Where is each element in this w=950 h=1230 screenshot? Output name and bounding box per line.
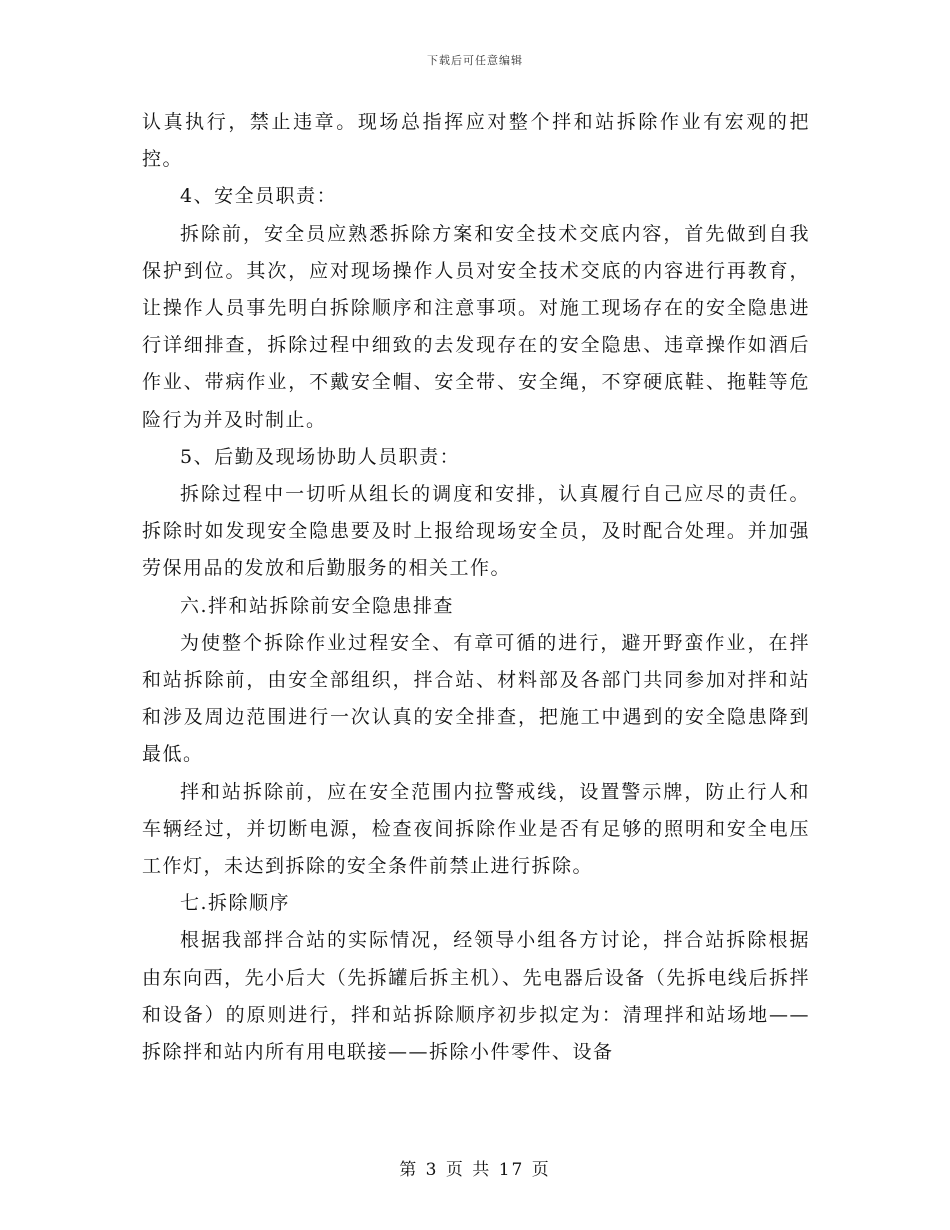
section-heading: 六.拌和站拆除前安全隐患排查 (180, 594, 455, 617)
page-header: 下载后可任意编辑 (427, 54, 523, 67)
paragraph: 拌和站拆除前，应在安全范围内拉警戒线，设置警示牌，防止行人和车辆经过，并切断电源，检查夜间拆除作业是否有足够的照明和安全电压工作灯，未达到拆除的安全条件前禁止进行拆除。 (142, 780, 810, 878)
page-number: 第 3 页 共 17 页 (399, 1160, 551, 1180)
section-heading: 4、安全员职责： (180, 185, 338, 208)
section-heading: 5、后勤及现场协助人员职责： (180, 445, 461, 468)
paragraph: 根据我部拌合站的实际情况，经领导小组各方讨论，拌合站拆除根据由东向西，先小后大（先拆罐后拆主机）、先电器后设备（先拆电线后拆拌和设备）的原则进行，拌和站拆除顺序初步拟定为：清理拌和站场地——拆除拌和站内所有用电联接——拆除小件零件、设备 (142, 929, 810, 1064)
paragraph: 拆除前，安全员应熟悉拆除方案和安全技术交底内容，首先做到自我保护到位。其次，应对现场操作人员对安全技术交底的内容进行再教育，让操作人员事先明白拆除顺序和注意事项。对施工现场存在的安全隐患进行详细排查，拆除过程中细致的去发现存在的安全隐患、违章操作如酒后作业、带病作业，不戴安全帽、安全带、安全绳，不穿硬底鞋、拖鞋等危险行为并及时制止。 (142, 222, 810, 431)
paragraph: 认真执行，禁止违章。现场总指挥应对整个拌和站拆除作业有宏观的把控。 (142, 111, 810, 171)
paragraph: 拆除过程中一切听从组长的调度和安排，认真履行自己应尽的责任。拆除时如发现安全隐患要及时上报给现场安全员，及时配合处理。并加强劳保用品的发放和后勤服务的相关工作。 (142, 483, 810, 580)
document-body (142, 104, 810, 1071)
section-heading: 七.拆除顺序 (180, 892, 291, 915)
paragraph: 为使整个拆除作业过程安全、有章可循的进行，避开野蛮作业，在拌和站拆除前，由安全部组织，拌合站、材料部及各部门共同参加对拌和站和涉及周边范围进行一次认真的安全排查，把施工中遇到的安全隐患降到最低。 (142, 631, 810, 766)
